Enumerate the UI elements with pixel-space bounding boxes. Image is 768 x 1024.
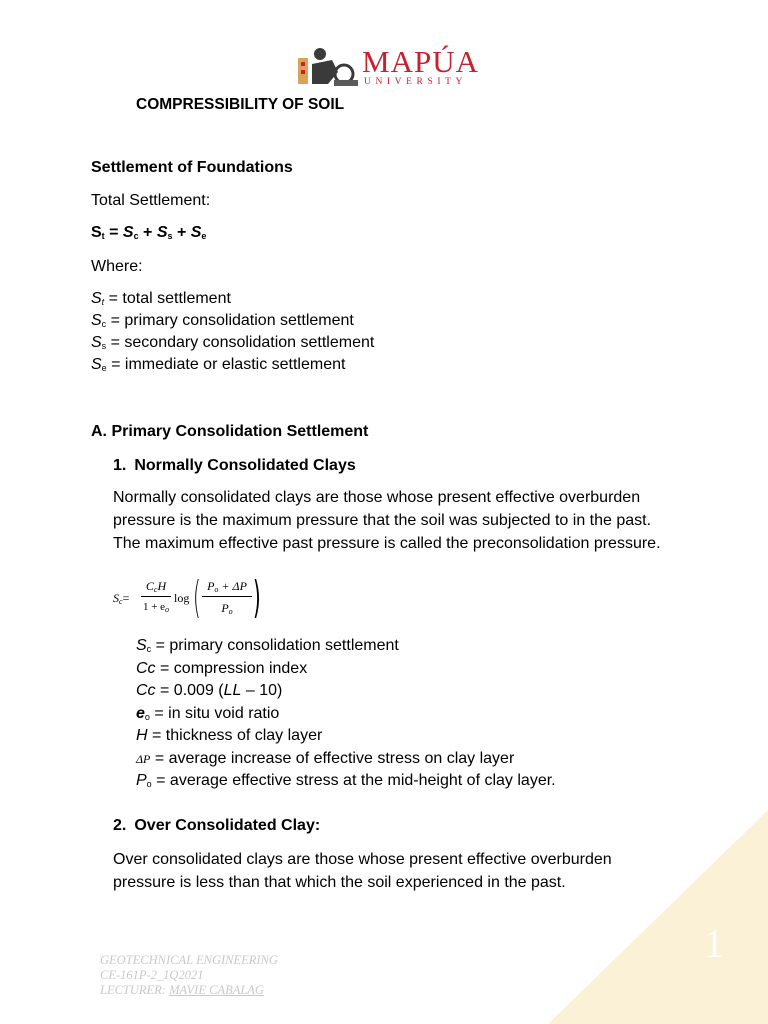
consolidation-formula: $S_c=$ $C_cH$ $1 + e_o$ log ( $P_o + \Delta P$ $P_o$ ) (113, 572, 261, 623)
footer-lecturer: LECTURER: MAVIE CABALAG (100, 983, 264, 997)
variable-item: $e_o$ = in situ void ratio (136, 704, 280, 722)
variable-item: ΔP = average increase of effective stress on clay layer (136, 749, 515, 767)
logo-wordmark: MAPÚA (362, 44, 479, 79)
section-heading-primary-consolidation: A. Primary Consolidation Settlement (91, 423, 369, 440)
logo-subtitle: UNIVERSITY (364, 77, 467, 87)
variable-item: $S_c$ = primary consolidation settlement (136, 637, 399, 654)
variable-item: H = thickness of clay layer (136, 727, 323, 744)
settlement-definitions (91, 288, 374, 376)
variable-item: Cc = compression index (136, 659, 308, 677)
total-settlement-equation: $S_t = S_c + S_s + S_e$ (91, 224, 207, 241)
variable-definitions (136, 635, 556, 793)
subsection-heading-over-consolidated: 2. Over Consolidated Clay: (113, 817, 321, 834)
document-title: COMPRESSIBILITY OF SOIL (136, 96, 345, 113)
footer-course-code: CE-161P-2_1Q2021 (100, 968, 204, 982)
definition-item: $S_s$ = secondary consolidation settlement (91, 334, 375, 351)
variable-item: Cc = 0.009 (LL – 10) (136, 682, 283, 699)
footer-course-title: GEOTECHNICAL ENGINEERING (100, 953, 278, 967)
variable-item: $P_o$ = average effective stress at the mid-height of clay layer. (136, 772, 556, 789)
logo-emblem-icon (298, 44, 360, 88)
definition-item: $S_t$ = total settlement (91, 290, 231, 307)
over-consolidated-paragraph: Over consolidated clays are those whose present effective overburden pressure is less than that which the soil experienced in the past. (113, 851, 612, 891)
footer-info (100, 953, 278, 998)
normally-consolidated-paragraph: Normally consolidated clays are those whose present effective overburden pressure is the maximum pressure that the soil was subjected to in the past. The maximum effective past pressure is called the preconsolidation pressure. (113, 489, 661, 552)
total-settlement-label: Total Settlement: (91, 192, 211, 209)
definition-item: $S_e$ = immediate or elastic settlement (91, 356, 346, 373)
subsection-heading-normally-consolidated: 1. Normally Consolidated Clays (113, 457, 356, 474)
where-label: Where: (91, 258, 143, 275)
definition-item: $S_c$ = primary consolidation settlement (91, 312, 354, 329)
page-number: 1 (704, 921, 724, 966)
mapua-logo (298, 44, 478, 90)
section-heading-settlement: Settlement of Foundations (91, 159, 293, 176)
